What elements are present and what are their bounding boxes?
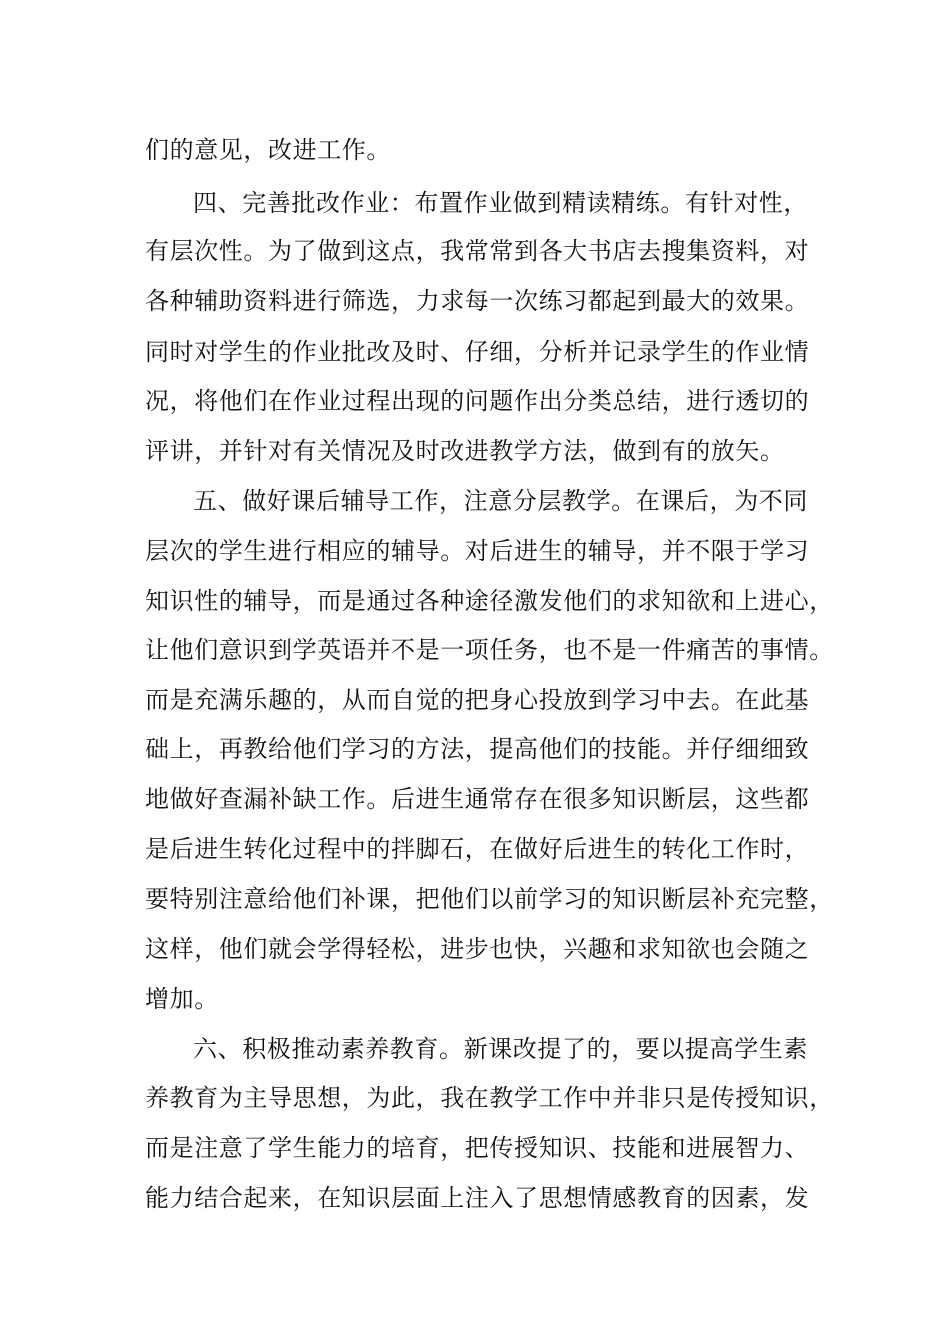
text-line: 况，将他们在作业过程出现的问题作出分类总结，进行透切的 bbox=[145, 387, 810, 415]
text-line: 要特别注意给他们补课，把他们以前学习的知识断层补充完整， bbox=[145, 885, 834, 913]
text-line: 而是注意了学生能力的培育，把传授知识、技能和进展智力、 bbox=[145, 1134, 810, 1162]
text-line: 是后进生转化过程中的拌脚石，在做好后进生的转化工作时， bbox=[145, 835, 810, 863]
text-line: 增加。 bbox=[145, 985, 219, 1013]
text-line: 们的意见，改进工作。 bbox=[145, 136, 391, 164]
text-line: 这样，他们就会学得轻松，进步也快，兴趣和求知欲也会随之 bbox=[145, 935, 810, 963]
text-line: 让他们意识到学英语并不是一项任务，也不是一件痛苦的事情。 bbox=[145, 636, 834, 664]
text-line: 而是充满乐趣的，从而自觉的把身心投放到学习中去。在此基 bbox=[145, 686, 810, 714]
text-line: 各种辅助资料进行筛选，力求每一次练习都起到最大的效果。 bbox=[145, 287, 810, 315]
text-line: 地做好查漏补缺工作。后进生通常存在很多知识断层，这些都 bbox=[145, 785, 810, 813]
text-line: 六、积极推动素养教育。新课改提了的，要以提高学生素 bbox=[193, 1035, 808, 1063]
text-line: 养教育为主导思想，为此，我在教学工作中并非只是传授知识， bbox=[145, 1084, 834, 1112]
text-line: 四、完善批改作业：布置作业做到精读精练。有针对性， bbox=[193, 189, 808, 217]
text-line: 知识性的辅导，而是通过各种途径激发他们的求知欲和上进心， bbox=[145, 587, 834, 615]
text-line: 础上，再教给他们学习的方法，提高他们的技能。并仔细细致 bbox=[145, 735, 810, 763]
text-line: 五、做好课后辅导工作，注意分层教学。在课后，为不同 bbox=[193, 487, 808, 515]
text-line: 能力结合起来，在知识层面上注入了思想情感教育的因素，发 bbox=[145, 1184, 810, 1212]
text-line: 评讲，并针对有关情况及时改进教学方法，做到有的放矢。 bbox=[145, 437, 785, 465]
text-line: 有层次性。为了做到这点，我常常到各大书店去搜集资料，对 bbox=[145, 237, 810, 265]
text-line: 层次的学生进行相应的辅导。对后进生的辅导，并不限于学习 bbox=[145, 537, 810, 565]
text-line: 同时对学生的作业批改及时、仔细，分析并记录学生的作业情 bbox=[145, 338, 810, 366]
